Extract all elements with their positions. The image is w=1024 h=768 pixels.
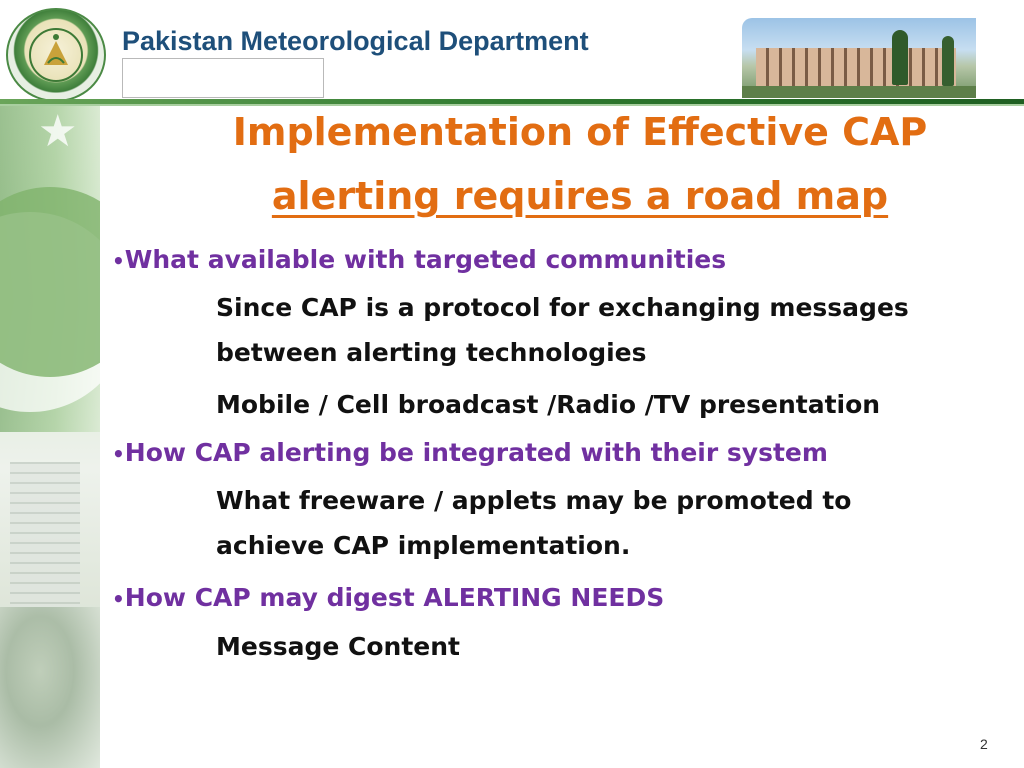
terrain-watermark xyxy=(0,607,100,768)
sub-line: What freeware / applets may be promoted to xyxy=(216,486,852,515)
building-watermark xyxy=(10,462,80,612)
sub-line: achieve CAP implementation. xyxy=(216,531,631,560)
sub-item xyxy=(112,381,1022,429)
bullet-item xyxy=(112,236,1022,285)
crescent-cut xyxy=(0,187,100,377)
building-photo xyxy=(742,18,976,98)
sub-line: Message Content xyxy=(216,632,460,661)
bullet-item xyxy=(112,429,1022,478)
pmd-emblem-icon xyxy=(6,8,106,102)
star-icon: ★ xyxy=(38,106,78,157)
slide-title xyxy=(120,100,1024,228)
left-decorative-strip xyxy=(0,102,100,768)
sub-line: between alerting technologies xyxy=(216,338,647,367)
slide-body xyxy=(112,236,1022,671)
sub-line: Since CAP is a protocol for exchanging messages xyxy=(216,293,909,322)
bullet-marker: • xyxy=(112,442,125,466)
bullet-marker: • xyxy=(112,587,125,611)
sub-item xyxy=(112,478,1022,568)
bullet-text: What available with targeted communities xyxy=(124,245,727,274)
sub-item xyxy=(112,623,1022,671)
department-name: Pakistan Meteorological Department xyxy=(122,26,589,56)
slide-header xyxy=(0,0,1024,102)
title-line-2: alerting requires a road map xyxy=(271,174,889,218)
sub-line: Mobile / Cell broadcast /Radio /TV presentation xyxy=(216,390,881,419)
bullet-text: How CAP alerting be integrated with their system xyxy=(124,438,828,467)
title-line-1: Implementation of Effective CAP xyxy=(232,110,928,154)
bullet-marker: • xyxy=(112,249,125,273)
page-number: 2 xyxy=(980,736,988,752)
header-blank-box xyxy=(122,58,324,98)
bullet-text: How CAP may digest ALERTING NEEDS xyxy=(124,583,665,612)
sub-item xyxy=(112,285,1022,375)
bullet-item xyxy=(112,574,1022,623)
